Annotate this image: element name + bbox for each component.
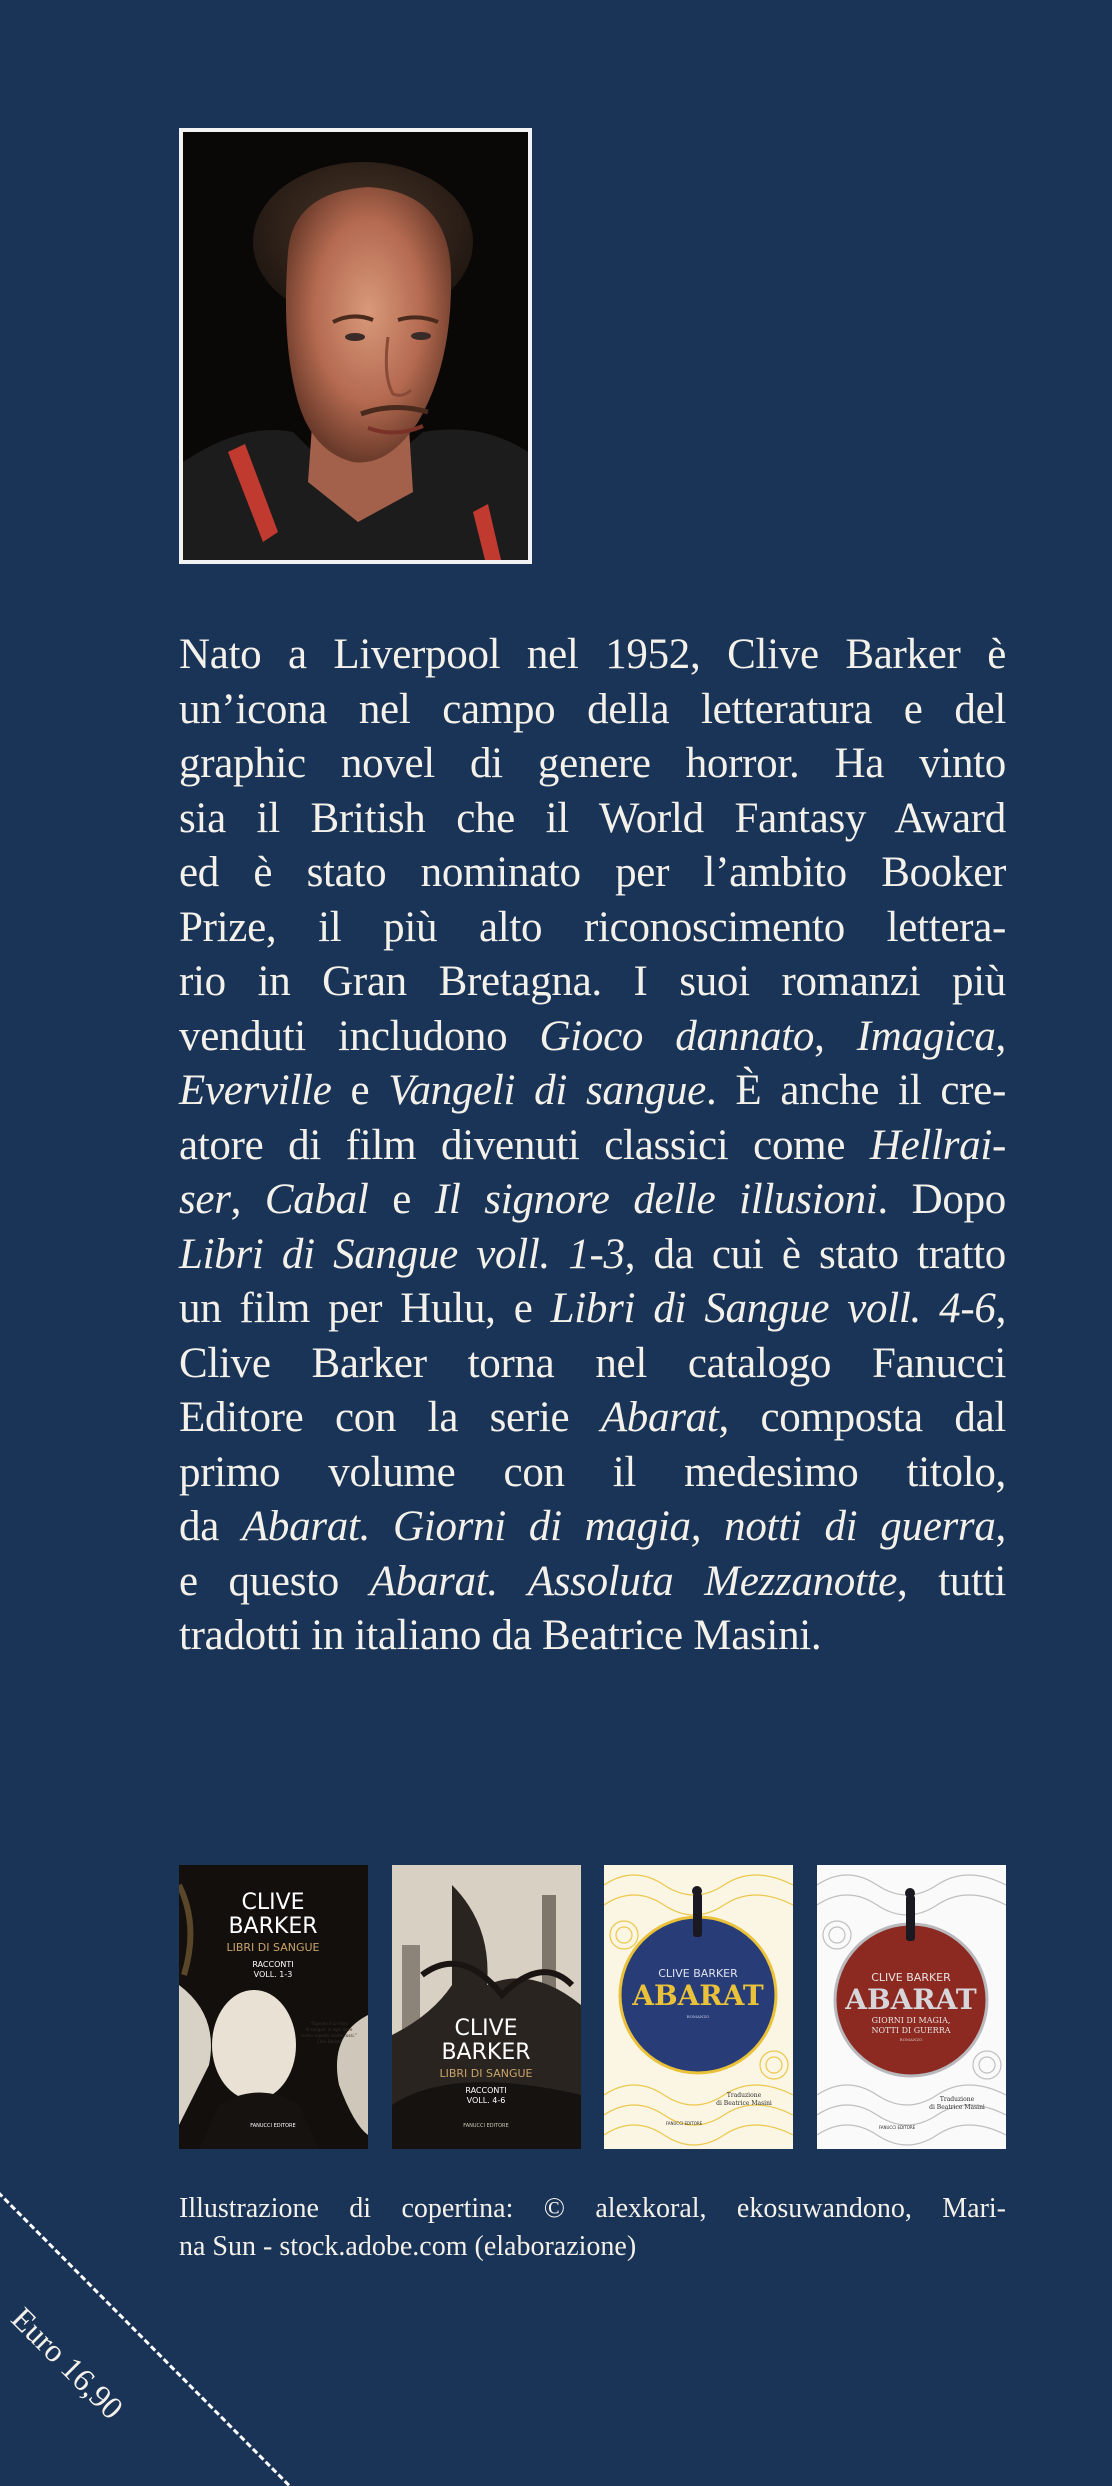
svg-text:Traduzione: Traduzione xyxy=(726,2092,762,2099)
cover-subtitle: VOLL. 1-3 xyxy=(253,1970,293,1979)
author-portrait-image xyxy=(183,132,528,560)
bio-line xyxy=(179,1609,1006,1664)
bio-line xyxy=(179,1500,1006,1555)
author-biography xyxy=(179,628,1006,1664)
bio-line xyxy=(179,1010,1006,1065)
svg-text:“Ognuno è un libro: “Ognuno è un libro xyxy=(310,2021,348,2026)
cover-author-line: BARKER xyxy=(441,2040,531,2065)
bio-text: tradotti in italiano da Beatrice Masini. xyxy=(179,1612,822,1659)
cover-subtitle: RACCONTI xyxy=(252,1960,294,1969)
bio-text: Editore con la serie xyxy=(179,1394,601,1441)
bio-text: atore di film divenuti classici come xyxy=(179,1121,870,1169)
svg-text:di sangue: in ogni dove: di sangue: in ogni dove xyxy=(305,2027,353,2032)
bio-italic-title: Abarat. Giorni di magia, notti di guerra xyxy=(241,1503,996,1550)
bio-line xyxy=(179,628,1006,683)
cover-author-line: BARKER xyxy=(228,1914,318,1939)
cover-publisher: FANUCCI EDITORE xyxy=(250,2123,296,2129)
cover-author: CLIVE BARKER xyxy=(871,1971,951,1984)
cover-title: LIBRI DI SANGUE xyxy=(439,2067,533,2080)
cover-author-line: CLIVE xyxy=(241,1890,305,1915)
bio-line xyxy=(179,1391,1006,1446)
svg-text:ROMANZO: ROMANZO xyxy=(686,2014,710,2019)
bio-text: da xyxy=(179,1503,242,1550)
bio-italic-title: Imagica xyxy=(856,1012,996,1060)
svg-text:di Beatrice Masini: di Beatrice Masini xyxy=(929,2104,985,2111)
cover-subtitle: GIORNI DI MAGIA, xyxy=(871,2016,951,2025)
bio-line xyxy=(179,901,1006,956)
cover-illustration-credit xyxy=(179,2190,1006,2266)
bio-text: ed è stato nominato per l’ambito Booker xyxy=(179,849,1006,896)
bio-line xyxy=(179,683,1006,738)
svg-text:Traduzione: Traduzione xyxy=(939,2096,975,2103)
bio-italic-title: Vangeli di sangue xyxy=(388,1067,706,1114)
bio-line xyxy=(179,1446,1006,1501)
bio-text: Nato a Liverpool nel 1952, Clive Barker è xyxy=(179,631,1006,678)
bio-text: e xyxy=(368,1176,435,1223)
bio-italic-title: ser xyxy=(179,1176,231,1223)
bio-text: , composta dal xyxy=(718,1394,1006,1441)
author-photo xyxy=(179,128,532,564)
bio-text: sia il British che il World Fantasy Award xyxy=(179,794,1006,842)
bio-italic-title: Everville xyxy=(179,1067,332,1114)
bio-text: , xyxy=(995,1503,1006,1550)
cover-author: CLIVE BARKER xyxy=(658,1967,738,1980)
book-cover-libri-di-sangue-1-3 xyxy=(179,1865,368,2149)
cover-publisher: FANUCCI EDITORE xyxy=(665,2121,703,2126)
bio-italic-title: Abarat. Assoluta Mezzanotte xyxy=(369,1557,898,1605)
cover-title: ABARAT xyxy=(845,1983,977,2016)
bio-italic-title: Hellrai- xyxy=(869,1121,1006,1169)
bio-line xyxy=(179,1228,1006,1283)
bio-line xyxy=(179,955,1006,1010)
bio-italic-title: Cabal xyxy=(264,1176,369,1223)
bio-text: un’icona nel campo della letteratura e del xyxy=(179,685,1006,733)
credit-line: Illustrazione di copertina: © alexkoral, ekosuwandono, Mari- xyxy=(179,2193,1006,2224)
svg-text:di Beatrice Masini: di Beatrice Masini xyxy=(716,2100,772,2107)
bio-text: graphic novel di genere horror. Ha vinto xyxy=(179,740,1006,787)
bio-text: , xyxy=(230,1176,265,1223)
bio-text: Clive Barker torna nel catalogo Fanucci xyxy=(179,1339,1006,1387)
cover-author-line: CLIVE xyxy=(454,2016,518,2041)
bio-text: . È anche il cre- xyxy=(705,1067,1006,1114)
cover-publisher: FANUCCI EDITORE xyxy=(463,2123,509,2129)
book-cover-abarat xyxy=(604,1865,793,2149)
price-label: Euro 16,90 xyxy=(4,2300,131,2427)
bio-line xyxy=(179,846,1006,901)
bio-line xyxy=(179,737,1006,792)
bio-line xyxy=(179,1337,1006,1392)
bio-line xyxy=(179,1064,1006,1119)
bio-italic-title: Abarat xyxy=(600,1394,719,1441)
bio-text: , xyxy=(814,1012,857,1060)
cover-subtitle: NOTTI DI GUERRA xyxy=(871,2026,951,2035)
svg-text:ROMANZO: ROMANZO xyxy=(899,2037,923,2042)
cover-title: ABARAT xyxy=(632,1979,764,2012)
bio-line xyxy=(179,1555,1006,1610)
bio-line xyxy=(179,1119,1006,1174)
svg-text:Clive Barker: Clive Barker xyxy=(316,2039,342,2044)
bio-text: e xyxy=(331,1067,389,1114)
bio-line xyxy=(179,1173,1006,1228)
bio-text: , da cui è stato tratto xyxy=(624,1230,1007,1278)
bio-text: , xyxy=(995,1285,1007,1332)
credit-line: na Sun - stock.adobe.com (elaborazione) xyxy=(179,2231,637,2262)
cover-subtitle: VOLL. 4-6 xyxy=(466,2096,506,2105)
bio-italic-title: Libri di Sangue voll. 4-6 xyxy=(550,1285,996,1332)
cover-publisher: FANUCCI EDITORE xyxy=(878,2125,916,2130)
book-cover-abarat-giorni-di-magia xyxy=(817,1865,1006,2149)
bio-text: venduti includono xyxy=(179,1012,540,1060)
bio-text: un film per Hulu, e xyxy=(179,1285,551,1332)
bio-italic-title: Gioco dannato xyxy=(539,1012,815,1060)
bio-text: , tutti xyxy=(897,1557,1007,1605)
book-cover-libri-di-sangue-4-6 xyxy=(392,1865,581,2149)
bio-text: Prize, il più alto riconoscimento lettera- xyxy=(179,903,1006,951)
svg-text:siamo esposti, siamo rossi.”: siamo esposti, siamo rossi.” xyxy=(301,2033,357,2038)
cover-subtitle: RACCONTI xyxy=(465,2086,507,2095)
bio-text: rio in Gran Bretagna. I suoi romanzi più xyxy=(179,958,1006,1005)
bio-text: . Dopo xyxy=(877,1176,1006,1223)
bio-text: primo volume con il medesimo titolo, xyxy=(179,1448,1006,1496)
bio-italic-title: Libri di Sangue voll. 1-3 xyxy=(179,1230,625,1278)
bio-line xyxy=(179,1282,1006,1337)
bio-line xyxy=(179,792,1006,847)
cover-title: LIBRI DI SANGUE xyxy=(226,1941,320,1954)
bio-text: , xyxy=(995,1012,1006,1060)
book-covers-row xyxy=(179,1865,1006,2149)
bio-text: e questo xyxy=(179,1557,370,1605)
bio-italic-title: Il signore delle illusioni xyxy=(434,1176,878,1223)
